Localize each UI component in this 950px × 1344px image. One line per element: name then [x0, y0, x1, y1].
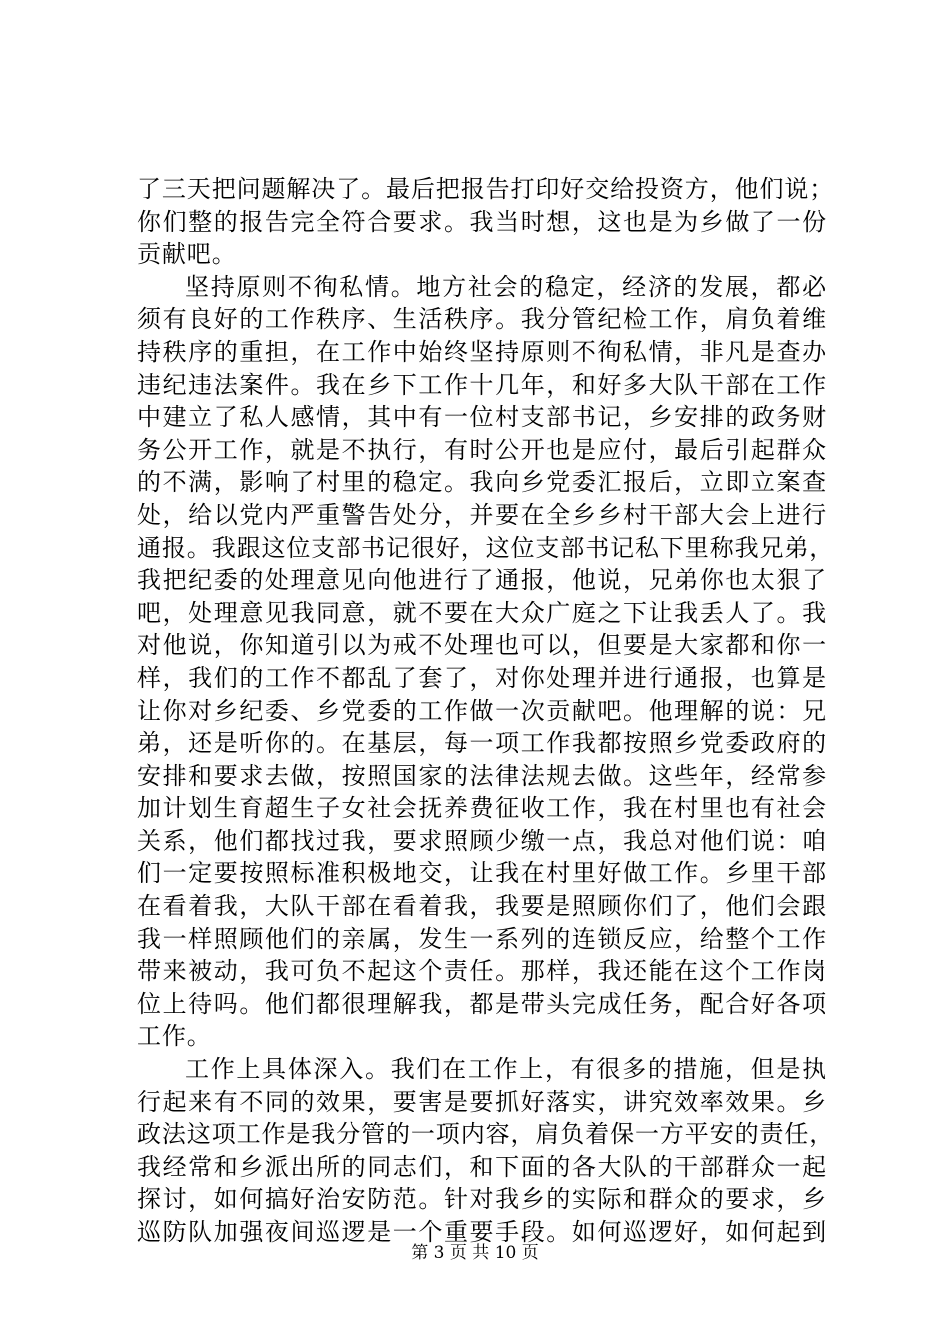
paragraph-line: 巡防队加强夜间巡逻是一个重要手段。如何巡逻好，如何起到 — [137, 1218, 827, 1246]
paragraph-line: 持秩序的重担，在工作中始终坚持原则不徇私情，非凡是查办 — [137, 337, 827, 366]
paragraph-line: 弟，还是听你的。在基层，每一项工作我都按照乡党委政府的 — [137, 729, 827, 758]
paragraph-line: 工作上具体深入。我们在工作上，有很多的措施，但是执 — [185, 1055, 827, 1084]
paragraph-line: 在看着我，大队干部在看着我，我要是照顾你们了，他们会跟 — [137, 892, 827, 921]
page-footer: 第 3 页 共 10 页 — [411, 1243, 539, 1263]
paragraph-line: 违纪违法案件。我在乡下工作十几年，和好多大队干部在工作 — [137, 370, 827, 399]
paragraph-line: 吧，处理意见我同意，就不要在大众广庭之下让我丢人了。我 — [137, 598, 827, 627]
paragraph-line: 们一定要按照标准积极地交，让我在村里好做工作。乡里干部 — [137, 859, 827, 888]
paragraph-line: 我经常和乡派出所的同志们，和下面的各大队的干部群众一起 — [137, 1152, 827, 1181]
paragraph-line: 对他说，你知道引以为戒不处理也可以，但要是大家都和你一 — [137, 631, 827, 660]
paragraph-line: 须有良好的工作秩序、生活秩序。我分管纪检工作，肩负着维 — [137, 305, 827, 334]
paragraph-line: 务公开工作，就是不执行，有时公开也是应付，最后引起群众 — [137, 435, 827, 464]
paragraph-line: 位上待吗。他们都很理解我，都是带头完成任务，配合好各项 — [137, 989, 827, 1018]
paragraph-line: 坚持原则不徇私情。地方社会的稳定，经济的发展，都必 — [185, 272, 827, 301]
paragraph-line: 的不满，影响了村里的稳定。我向乡党委汇报后，立即立案查 — [137, 468, 827, 497]
document-body — [137, 173, 835, 1249]
paragraph-line: 了三天把问题解决了。最后把报告打印好交给投资方，他们说； — [137, 175, 835, 203]
paragraph-line: 探讨，如何搞好治安防范。针对我乡的实际和群众的要求，乡 — [137, 1185, 827, 1214]
paragraph-line: 我把纪委的处理意见向他进行了通报，他说，兄弟你也太狠了 — [137, 566, 827, 595]
paragraph-line: 贡献吧。 — [137, 240, 237, 269]
paragraph-line: 你们整的报告完全符合要求。我当时想，这也是为乡做了一份 — [137, 207, 827, 236]
paragraph-line: 加计划生育超生子女社会抚养费征收工作，我在村里也有社会 — [137, 794, 827, 823]
paragraph-line: 我一样照顾他们的亲属，发生一系列的连锁反应，给整个工作 — [137, 924, 827, 953]
paragraph-line: 处，给以党内严重警告处分，并要在全乡乡村干部大会上进行 — [137, 500, 827, 529]
paragraph-line: 工作。 — [137, 1022, 212, 1051]
paragraph-line: 行起来有不同的效果，要害是要抓好落实，讲究效率效果。乡 — [137, 1087, 827, 1116]
paragraph-line: 通报。我跟这位支部书记很好，这位支部书记私下里称我兄弟， — [137, 533, 835, 562]
paragraph-line: 中建立了私人感情，其中有一位村支部书记，乡安排的政务财 — [137, 403, 827, 432]
paragraph-line: 政法这项工作是我分管的一项内容，肩负着保一方平安的责任， — [137, 1120, 835, 1149]
paragraph-line: 样，我们的工作不都乱了套了，对你处理并进行通报，也算是 — [137, 663, 827, 692]
paragraph-line: 带来被动，我可负不起这个责任。那样，我还能在这个工作岗 — [137, 957, 827, 986]
paragraph-line: 让你对乡纪委、乡党委的工作做一次贡献吧。他理解的说：兄 — [137, 696, 827, 725]
paragraph-line: 安排和要求去做，按照国家的法律法规去做。这些年，经常参 — [137, 761, 827, 790]
paragraph-line: 关系，他们都找过我，要求照顾少缴一点，我总对他们说：咱 — [137, 826, 827, 855]
